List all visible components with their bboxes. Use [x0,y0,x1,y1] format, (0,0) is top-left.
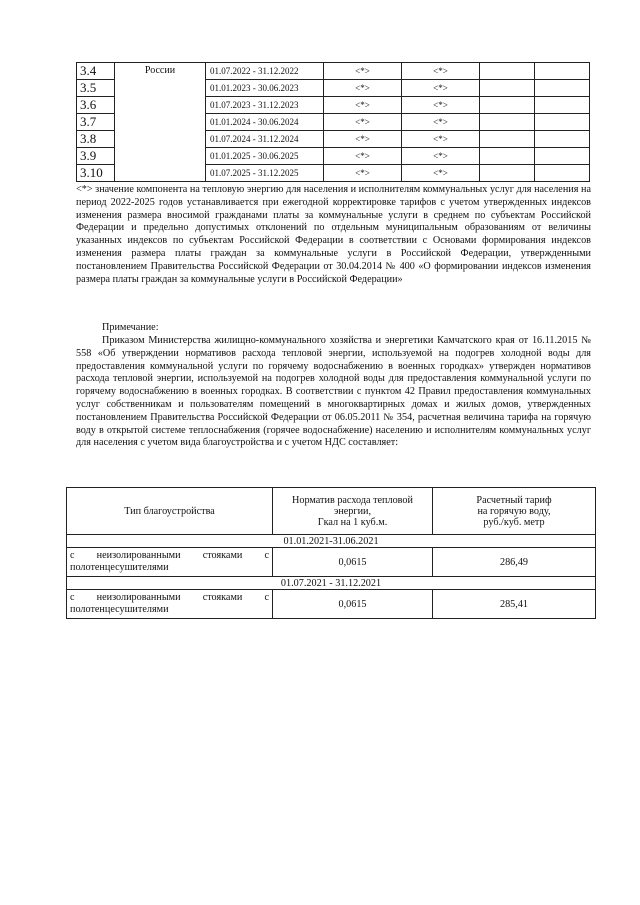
improvement-type: с неизолированными стояками с полотенцесушителями [67,590,273,619]
row-number: 3.6 [77,97,115,114]
row-number: 3.10 [77,165,115,182]
table-header-row [67,488,596,535]
col-header-type: Тип благоустройства [67,488,273,535]
period-cell: 01.07.2022 - 31.12.2022 [206,63,324,80]
empty-cell [535,165,590,182]
value-cell: <*> [402,131,480,148]
norm-header-line: Гкал на 1 куб.м. [317,516,388,528]
row-number: 3.9 [77,148,115,165]
value-cell: <*> [324,97,402,114]
empty-cell [480,63,535,80]
norm-header-line: Норматив расхода тепловой [292,494,413,506]
norm-value: 0,0615 [273,548,433,577]
row-number: 3.4 [77,63,115,80]
row-number: 3.8 [77,131,115,148]
norm-header-line: энергии, [333,505,372,517]
empty-cell [535,63,590,80]
table-row [67,590,596,619]
table-row [67,548,596,577]
value-cell: <*> [402,63,480,80]
value-cell: <*> [402,97,480,114]
period-cell: 01.01.2023 - 30.06.2023 [206,80,324,97]
value-cell: <*> [402,165,480,182]
period-row [67,535,596,548]
table-row [77,63,590,80]
footnote-text: <*> значение компонента на тепловую энергию для населения и исполнителям коммунальных услуг для населения на период 2022-2025 годов устанавливается при ежегодной корректировке тарифов с учетом утвержденных индексов изменения размера вносимой гражданами платы за коммунальные услуги в среднем по субъектам Российской Федерации и предельно допустимых отклонений по отдельным муниципальным образованиям от величины указанных индексов по субъектам Российской Федерации в соответствии с Основами формирования индексов изменения размера платы граждан за коммунальные услуги в Российской Федерации, утвержденными постановлением Правительства Российской Федерации от 30.04.2014 № 400 «О формировании индексов изменения размера платы граждан за коммунальные услуги в Российской Федерации» [76,184,591,285]
tariff-header-line: Расчетный тариф [476,494,552,506]
empty-cell [480,148,535,165]
empty-cell [480,131,535,148]
col-header-norm [273,488,433,535]
period-cell: 01.07.2023 - 31.12.2023 [206,97,324,114]
value-cell: <*> [324,63,402,80]
value-cell: <*> [402,80,480,97]
value-cell: <*> [324,114,402,131]
norm-value: 0,0615 [273,590,433,619]
hot-water-tariff-table [66,487,596,619]
period-label: 01.07.2021 - 31.12.2021 [67,577,596,590]
period-cell: 01.01.2025 - 30.06.2025 [206,148,324,165]
tariff-value: 285,41 [433,590,596,619]
value-cell: <*> [402,148,480,165]
empty-cell [535,131,590,148]
note-body: Приказом Министерства жилищно-коммунального хозяйства и энергетики Камчатского края от 16.11.2015 № 558 «Об утверждении нормативов расхода тепловой энергии, используемой на подогрев холодной воды для предоставления коммунальной услуги по горячему водоснабжению в военных городках» утвержден нормативов расхода тепловой энергии, используемой на подогрев холодной воды для предоставления коммунальной услуги по горячему водоснабжению в военных городках. В соответствии с пунктом 42 Правил предоставления коммунальных услуг собственникам и пользователям помещений в многоквартирных домах и жилых домов, утвержденных постановлением Правительства Российской Федерации от 06.05.2011 № 354, расчетная величина тарифа на горячую воду в открытой системе теплоснабжения (горячее водоснабжение) населению и исполнителям коммунальных услуг для населения с учетом вида благоустройства и с учетом НДС составляет: [76,335,591,449]
empty-cell [535,114,590,131]
empty-cell [535,97,590,114]
empty-cell [480,80,535,97]
period-row [67,577,596,590]
empty-cell [535,148,590,165]
tariff-header-line: на горячую воду, [477,505,551,517]
note-title: Примечание: [102,322,159,333]
col-header-tariff [433,488,596,535]
tariff-value: 286,49 [433,548,596,577]
empty-cell [480,165,535,182]
value-cell: <*> [324,165,402,182]
empty-cell [480,97,535,114]
tariff-header-line: руб./куб. метр [483,516,545,528]
period-label: 01.01.2021-31.06.2021 [67,535,596,548]
tariff-periods-table [76,62,590,182]
improvement-type: с неизолированными стояками с полотенцесушителями [67,548,273,577]
region-cell: России [115,63,206,182]
period-cell: 01.07.2024 - 31.12.2024 [206,131,324,148]
period-cell: 01.01.2024 - 30.06.2024 [206,114,324,131]
empty-cell [480,114,535,131]
row-number: 3.5 [77,80,115,97]
period-cell: 01.07.2025 - 31.12.2025 [206,165,324,182]
value-cell: <*> [324,148,402,165]
value-cell: <*> [324,131,402,148]
empty-cell [535,80,590,97]
row-number: 3.7 [77,114,115,131]
value-cell: <*> [324,80,402,97]
value-cell: <*> [402,114,480,131]
